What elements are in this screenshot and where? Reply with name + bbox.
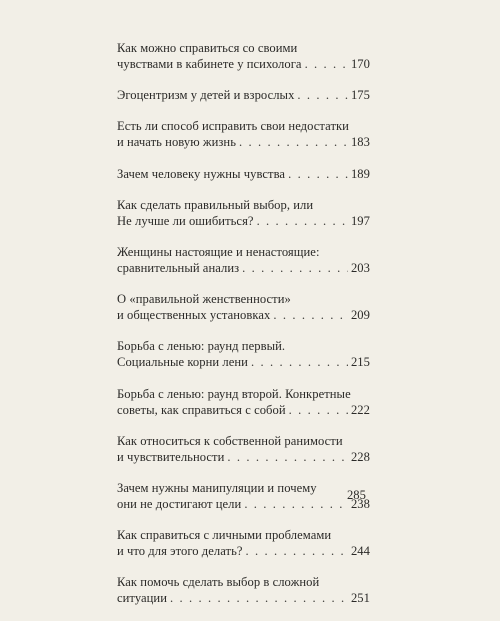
toc-entry-last-line	[117, 543, 370, 559]
dot-leader	[273, 307, 348, 323]
toc-entry-title-line: Социальные корни лени	[117, 355, 248, 370]
toc-entry[interactable]	[117, 574, 370, 606]
toc-entry-page-number: 170	[350, 57, 370, 71]
toc-entry-last-line	[117, 87, 370, 103]
toc-entry-title-line: Есть ли способ исправить свои недостатки	[117, 119, 349, 134]
toc-entry-last-line	[117, 590, 370, 606]
toc-entry[interactable]	[117, 244, 370, 276]
dot-leader	[246, 543, 348, 559]
toc-entry-title-line: и общественных установках	[117, 308, 271, 323]
toc-entry[interactable]	[117, 291, 370, 323]
toc-entry-title-line: Борьба с ленью: раунд второй. Конкретные	[117, 386, 351, 401]
toc-entry-title-line: сравнительный анализ	[117, 260, 240, 275]
toc-entry[interactable]	[117, 197, 370, 229]
toc-entry-title-line: чувствами в кабинете у психолога	[117, 57, 302, 71]
toc-entry-title-line: Как можно справиться со своими	[117, 41, 298, 55]
toc-entry-page-number: 251	[350, 591, 370, 606]
toc-entry-page-number: 203	[350, 260, 370, 275]
toc-entry-title-line: О «правильной женственности»	[117, 292, 291, 307]
toc-entry[interactable]	[117, 40, 370, 72]
toc-entry-page-number: 175	[350, 88, 370, 103]
toc-entry-title-line: Как сделать правильный выбор, или	[117, 197, 314, 212]
toc-entry-page-number: 197	[350, 213, 370, 228]
toc-entry-last-line	[117, 213, 370, 229]
toc-entry-title-line: ситуации	[117, 591, 168, 606]
dot-leader	[257, 213, 348, 229]
dot-leader	[242, 260, 348, 276]
toc-entry-title-line: Эгоцентризм у детей и взрослых	[117, 88, 295, 103]
toc-entry-page-number: 222	[350, 402, 370, 417]
dot-leader	[244, 496, 348, 512]
toc-entry-last-line	[117, 402, 370, 418]
toc-entry[interactable]	[117, 118, 370, 150]
dot-leader	[227, 449, 348, 465]
toc-entry[interactable]	[117, 480, 370, 512]
toc-entry-last-line	[117, 260, 370, 276]
toc-entry-title-line: Женщины настоящие и ненастоящие:	[117, 244, 320, 259]
dot-leader	[251, 354, 348, 370]
dot-leader	[305, 56, 348, 72]
toc-entry-last-line	[117, 134, 370, 150]
toc-entry-title-line: Как справиться с личными проблемами	[117, 528, 332, 543]
dot-leader	[297, 87, 348, 103]
toc-entry-page-number: 215	[350, 355, 370, 370]
toc-entry-title-line: Борьба с ленью: раунд первый.	[117, 339, 286, 354]
table-of-contents	[117, 40, 370, 621]
toc-entry-title-line: и начать новую жизнь	[117, 135, 237, 150]
toc-entry[interactable]	[117, 433, 370, 465]
toc-entry[interactable]	[117, 166, 370, 182]
toc-entry-title-line: они не достигают цели	[117, 496, 242, 511]
toc-entry[interactable]	[117, 338, 370, 370]
dot-leader	[289, 402, 348, 418]
toc-entry-last-line	[117, 307, 370, 323]
dot-leader	[288, 166, 348, 182]
toc-entry-page-number: 209	[350, 308, 370, 323]
toc-entry-page-number: 244	[350, 544, 370, 559]
dot-leader	[170, 590, 348, 606]
toc-entry-title-line: и что для этого делать?	[117, 544, 243, 559]
toc-entry-title-line: и чувствительности	[117, 449, 225, 464]
toc-entry-last-line	[117, 496, 370, 512]
toc-entry-last-line	[117, 449, 370, 465]
dot-leader	[239, 134, 348, 150]
page-number: 285	[347, 488, 366, 502]
toc-entry-last-line	[117, 354, 370, 370]
toc-entry-title-line: Зачем нужны манипуляции и почему	[117, 480, 317, 495]
toc-entry-last-line	[117, 56, 370, 72]
toc-entry-page-number: 228	[350, 449, 370, 464]
toc-entry[interactable]	[117, 386, 370, 418]
toc-entry[interactable]	[117, 87, 370, 103]
toc-entry-title-line: Как помочь сделать выбор в сложной	[117, 575, 320, 590]
toc-entry-page-number: 183	[350, 135, 370, 150]
toc-entry-title-line: Не лучше ли ошибиться?	[117, 213, 254, 228]
toc-entry-page-number: 189	[350, 166, 370, 181]
toc-entry-page-number: 238	[350, 496, 370, 511]
toc-entry-last-line	[117, 166, 370, 182]
toc-entry-title-line: Как относиться к собственной ранимости	[117, 433, 343, 448]
toc-entry-title-line: Зачем человеку нужны чувства	[117, 166, 286, 181]
toc-entry-title-line: советы, как справиться с собой	[117, 402, 286, 417]
